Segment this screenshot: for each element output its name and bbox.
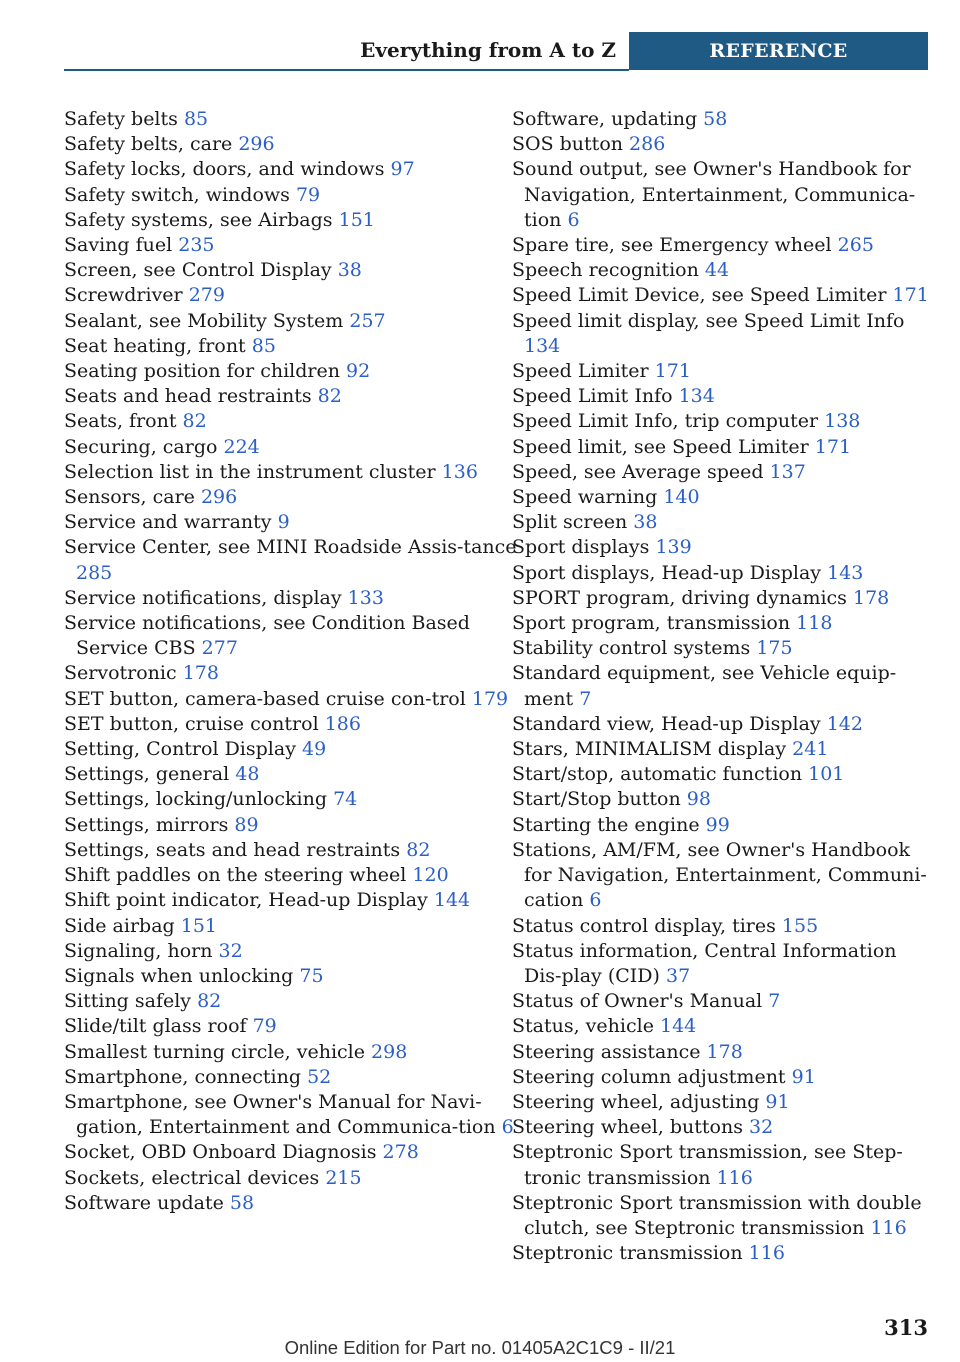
page-reference-link[interactable]: 171 <box>654 360 691 383</box>
index-term: Steering column adjustment <box>512 1065 786 1088</box>
page-reference-link[interactable]: 285 <box>76 561 113 584</box>
index-term: Spare tire, see Emergency wheel <box>512 234 832 257</box>
index-term: Servotronic <box>64 662 177 685</box>
index-entry <box>64 838 534 863</box>
page-reference-link[interactable]: 97 <box>390 158 415 181</box>
page-reference-link[interactable]: 32 <box>218 939 243 962</box>
index-term: Speed Limit Info, trip computer <box>512 410 819 433</box>
index-term: Settings, general <box>64 763 230 786</box>
index-entry <box>64 737 534 762</box>
index-entry <box>512 233 937 258</box>
index-entry <box>512 309 937 359</box>
index-entry <box>64 409 534 434</box>
index-entry <box>512 460 937 485</box>
page-reference-link[interactable]: 155 <box>781 914 819 937</box>
page-reference-link[interactable]: 265 <box>837 234 874 257</box>
index-entry <box>512 838 937 914</box>
index-entry <box>512 535 937 560</box>
index-term: Speed Limiter <box>512 360 649 383</box>
page-reference-link[interactable]: 175 <box>756 637 793 660</box>
index-term: Smartphone, see Owner's Manual for Navi-gation, Entertainment and Communica-tion <box>64 1090 496 1139</box>
index-term: Side airbag <box>64 914 175 937</box>
page-reference-link[interactable]: 144 <box>659 1015 697 1038</box>
index-term: SPORT program, driving dynamics <box>512 586 847 609</box>
index-entry <box>512 989 937 1014</box>
index-entry <box>64 309 534 334</box>
index-entry <box>512 661 937 711</box>
page-reference-link[interactable]: 91 <box>765 1090 790 1113</box>
page-reference-link[interactable]: 6 <box>589 889 602 912</box>
index-term: Shift paddles on the steering wheel <box>64 864 407 887</box>
index-term: Software update <box>64 1191 224 1214</box>
index-entry <box>64 1040 534 1065</box>
index-term: Sound output, see Owner's Handbook for Navigation, Entertainment, Communica-tion <box>512 158 916 231</box>
page-reference-link[interactable]: 6 <box>501 1116 514 1139</box>
page-reference-link[interactable]: 142 <box>826 712 863 735</box>
index-entry <box>512 636 937 661</box>
index-entry <box>512 762 937 787</box>
page-reference-link[interactable]: 44 <box>704 259 730 282</box>
index-entry <box>512 1014 937 1039</box>
index-entry <box>64 1014 534 1039</box>
index-term: Stations, AM/FM, see Owner's Handbook for Navigation, Entertainment, Communi-cation <box>512 838 927 912</box>
page-reference-link[interactable]: 85 <box>183 108 209 130</box>
index-term: Seats and head restraints <box>64 385 312 408</box>
index-term: Safety systems, see Airbags <box>64 208 333 231</box>
page-reference-link[interactable]: 75 <box>299 964 324 987</box>
page-reference-link[interactable]: 171 <box>814 435 852 458</box>
index-term: Standard equipment, see Vehicle equip-ment <box>512 662 897 710</box>
index-term: Stability control systems <box>512 637 751 660</box>
page-reference-link[interactable]: 7 <box>579 687 592 710</box>
page-reference-link[interactable]: 134 <box>524 334 561 357</box>
index-term: Seat heating, front <box>64 334 246 357</box>
index-term: Sensors, care <box>64 486 195 509</box>
index-term: Speed Limit Info <box>512 385 673 408</box>
index-term: Service notifications, display <box>64 586 342 609</box>
index-term: Status control display, tires <box>512 914 776 937</box>
page-reference-link[interactable]: 82 <box>406 838 431 861</box>
index-term: Settings, locking/unlocking <box>64 788 328 811</box>
index-term: Safety belts, care <box>64 133 233 156</box>
page-reference-link[interactable]: 48 <box>235 763 260 786</box>
page-reference-link[interactable]: 137 <box>769 460 806 483</box>
index-term: Slide/tilt glass roof <box>64 1015 247 1038</box>
index-term: Start/stop, automatic function <box>512 763 803 786</box>
index-entry <box>64 208 534 233</box>
index-entry <box>512 914 937 939</box>
page-reference-link[interactable]: 6 <box>567 208 580 231</box>
index-entry <box>512 1140 937 1190</box>
index-term: Settings, seats and head restraints <box>64 838 401 861</box>
index-term: Signals when unlocking <box>64 964 294 987</box>
index-term: SET button, camera-based cruise con-trol <box>64 687 466 710</box>
index-entry <box>512 384 937 409</box>
index-term: Split screen <box>512 511 628 534</box>
page-reference-link[interactable]: 118 <box>796 612 833 635</box>
index-term: Software, updating <box>512 108 698 130</box>
page-reference-link[interactable]: 74 <box>333 788 358 811</box>
page-reference-link[interactable]: 151 <box>180 914 217 937</box>
index-entry <box>512 510 937 535</box>
index-term: SOS button <box>512 133 623 156</box>
page-reference-link[interactable]: 298 <box>371 1040 408 1063</box>
page-reference-link[interactable]: 116 <box>748 1242 785 1265</box>
index-term: Steptronic Sport transmission with double clutch, see Steptronic transmission <box>512 1191 922 1239</box>
index-term: Smartphone, connecting <box>64 1065 302 1088</box>
page-reference-link[interactable]: 277 <box>201 637 238 660</box>
page-reference-link[interactable]: 136 <box>441 460 478 483</box>
page-reference-link[interactable]: 32 <box>749 1116 774 1139</box>
index-entry <box>512 586 937 611</box>
index-entry <box>64 964 534 989</box>
index-term: Sockets, electrical devices <box>64 1166 320 1189</box>
page-reference-link[interactable]: 58 <box>229 1191 255 1214</box>
page-reference-link[interactable]: 116 <box>870 1216 907 1239</box>
page-reference-link[interactable]: 178 <box>182 662 219 685</box>
index-entry <box>64 435 534 460</box>
index-entry <box>64 283 534 308</box>
page-reference-link[interactable]: 7 <box>768 990 781 1013</box>
index-term: Starting the engine <box>512 813 700 836</box>
page-reference-link[interactable]: 235 <box>178 234 215 257</box>
page-reference-link[interactable]: 91 <box>791 1065 816 1088</box>
page-reference-link[interactable]: 79 <box>252 1015 277 1038</box>
page-reference-link[interactable]: 224 <box>223 435 260 458</box>
index-entry <box>64 989 534 1014</box>
index-term: Status, vehicle <box>512 1015 654 1038</box>
index-term: Service Center, see MINI Roadside Assis-tance <box>64 536 517 559</box>
index-term: Speed Limit Device, see Speed Limiter <box>512 284 887 307</box>
index-term: Seats, front <box>64 410 177 433</box>
page-reference-link[interactable]: 79 <box>295 183 321 206</box>
index-entry <box>64 712 534 737</box>
page-reference-link[interactable]: 241 <box>792 738 829 761</box>
index-entry <box>512 1115 937 1140</box>
index-term: Speech recognition <box>512 259 699 282</box>
page-reference-link[interactable]: 171 <box>892 284 929 307</box>
index-term: Speed limit display, see Speed Limit Info <box>512 309 905 332</box>
page-reference-link[interactable]: 38 <box>633 511 658 534</box>
index-term: Sport displays, Head-up Display <box>512 561 822 584</box>
index-entry <box>64 359 534 384</box>
index-term: Sitting safely <box>64 990 192 1013</box>
index-entry <box>64 1191 534 1216</box>
index-entry <box>512 813 937 838</box>
index-term: Speed warning <box>512 486 658 509</box>
index-entry <box>512 1241 937 1266</box>
index-term: Safety belts <box>64 108 178 130</box>
index-term: Start/Stop button <box>512 788 681 811</box>
page-reference-link[interactable]: 138 <box>824 410 861 433</box>
page-reference-link[interactable]: 286 <box>629 133 666 156</box>
page-reference-link[interactable]: 89 <box>234 813 259 836</box>
index-term: Speed, see Average speed <box>512 460 764 483</box>
index-entry <box>64 233 534 258</box>
page-reference-link[interactable]: 99 <box>705 813 730 836</box>
index-term: Status of Owner's Manual <box>512 990 763 1013</box>
page-reference-link[interactable]: 58 <box>703 108 728 130</box>
index-entry <box>64 1140 534 1165</box>
page-reference-link[interactable]: 98 <box>686 788 711 811</box>
page-reference-link[interactable]: 133 <box>347 586 384 609</box>
index-column-right <box>512 107 937 1266</box>
index-term: Service notifications, see Condition Based Service CBS <box>64 612 470 660</box>
index-entry <box>512 435 937 460</box>
index-entry <box>512 712 937 737</box>
index-entry <box>64 258 534 283</box>
page-reference-link[interactable]: 257 <box>349 309 386 332</box>
page-reference-link[interactable]: 9 <box>277 511 290 534</box>
index-term: Stars, MINIMALISM display <box>512 738 787 761</box>
page-reference-link[interactable]: 139 <box>655 536 692 559</box>
index-entry <box>512 1065 937 1090</box>
index-entry <box>512 132 937 157</box>
index-term: Service and warranty <box>64 511 272 534</box>
index-entry <box>64 334 534 359</box>
index-term: Selection list in the instrument cluster <box>64 460 436 483</box>
index-term: Screen, see Control Display <box>64 259 332 282</box>
page-reference-link[interactable]: 134 <box>678 385 715 408</box>
index-term: Steptronic Sport transmission, see Step-tronic transmission <box>512 1141 903 1189</box>
index-term: Steering wheel, buttons <box>512 1116 743 1139</box>
index-term: Steering wheel, adjusting <box>512 1090 760 1113</box>
index-entry <box>64 939 534 964</box>
index-entry <box>512 737 937 762</box>
index-entry <box>64 485 534 510</box>
index-term: Steering assistance <box>512 1040 701 1063</box>
page-reference-link[interactable]: 52 <box>307 1065 332 1088</box>
index-entry <box>512 939 937 989</box>
page-number: 313 <box>884 1315 928 1340</box>
index-term: Securing, cargo <box>64 435 218 458</box>
page-reference-link[interactable]: 143 <box>827 561 864 584</box>
page-reference-link[interactable]: 38 <box>337 259 362 282</box>
index-entry <box>512 1090 937 1115</box>
index-entry <box>512 409 937 434</box>
page-reference-link[interactable]: 178 <box>852 586 890 609</box>
index-entry <box>64 813 534 838</box>
page-reference-link[interactable]: 186 <box>324 712 361 735</box>
index-entry <box>64 914 534 939</box>
page-reference-link[interactable]: 215 <box>325 1166 362 1189</box>
page-reference-link[interactable]: 85 <box>251 334 276 357</box>
index-term: Safety switch, windows <box>64 183 290 206</box>
index-entry <box>64 510 534 535</box>
page-reference-link[interactable]: 37 <box>665 964 691 987</box>
page-reference-link[interactable]: 82 <box>197 990 222 1013</box>
index-term: SET button, cruise control <box>64 712 319 735</box>
page-reference-link[interactable]: 296 <box>238 133 275 156</box>
index-entry <box>64 586 534 611</box>
index-term: Socket, OBD Onboard Diagnosis <box>64 1141 377 1164</box>
index-entry <box>512 561 937 586</box>
index-term: Sealant, see Mobility System <box>64 309 344 332</box>
page-reference-link[interactable]: 144 <box>433 889 471 912</box>
index-entry <box>64 863 534 888</box>
page-reference-link[interactable]: 179 <box>471 687 509 710</box>
page-reference-link[interactable]: 279 <box>188 284 225 307</box>
index-entry <box>512 1191 937 1241</box>
index-entry <box>512 107 937 132</box>
index-entry <box>64 888 534 913</box>
index-entry <box>64 1166 534 1191</box>
index-entry <box>64 183 534 208</box>
header-title: Everything from A to Z <box>360 38 616 62</box>
index-term: Shift point indicator, Head-up Display <box>64 889 428 912</box>
index-entry <box>64 1090 534 1140</box>
index-entry <box>512 787 937 812</box>
index-entry <box>512 283 937 308</box>
index-term: Signaling, horn <box>64 939 213 962</box>
index-entry <box>512 157 937 233</box>
page-reference-link[interactable]: 120 <box>412 864 449 887</box>
index-entry <box>64 535 534 585</box>
index-term: Smallest turning circle, vehicle <box>64 1040 365 1063</box>
page-reference-link[interactable]: 140 <box>663 486 700 509</box>
index-entry <box>512 485 937 510</box>
index-entry <box>64 687 534 712</box>
index-term: Sport program, transmission <box>512 612 791 635</box>
index-entry <box>64 661 534 686</box>
page-reference-link[interactable]: 82 <box>317 385 342 408</box>
page-reference-link[interactable]: 296 <box>200 486 238 509</box>
page-reference-link[interactable]: 49 <box>301 738 327 761</box>
index-entry <box>64 157 534 182</box>
index-entry <box>64 107 534 132</box>
page-reference-link[interactable]: 116 <box>716 1166 753 1189</box>
index-term: Seating position for children <box>64 360 340 383</box>
index-entry <box>64 460 534 485</box>
index-term: Settings, mirrors <box>64 813 229 836</box>
index-term: Safety locks, doors, and windows <box>64 158 385 181</box>
index-term: Steptronic transmission <box>512 1242 743 1265</box>
index-term: Standard view, Head-up Display <box>512 712 821 735</box>
index-entry <box>64 384 534 409</box>
index-term: Screwdriver <box>64 284 183 307</box>
index-entry <box>512 611 937 636</box>
index-entry <box>64 1065 534 1090</box>
index-entry <box>64 787 534 812</box>
page-reference-link[interactable]: 82 <box>182 410 207 433</box>
page-reference-link[interactable]: 92 <box>346 360 371 383</box>
index-entry <box>64 132 534 157</box>
page-reference-link[interactable]: 101 <box>808 763 845 786</box>
index-entry <box>64 611 534 661</box>
index-term: Sport displays <box>512 536 650 559</box>
page-reference-link[interactable]: 178 <box>706 1040 743 1063</box>
section-tab[interactable]: REFERENCE <box>629 32 928 70</box>
index-entry <box>512 1040 937 1065</box>
index-term: Saving fuel <box>64 234 173 257</box>
index-term: Status information, Central Information Dis-play (CID) <box>512 939 897 987</box>
index-column-left <box>64 107 534 1216</box>
index-entry <box>64 762 534 787</box>
page-reference-link[interactable]: 151 <box>338 208 375 231</box>
index-entry <box>512 258 937 283</box>
footer-edition: Online Edition for Part no. 01405A2C1C9 - II/21 <box>284 1337 676 1358</box>
header-divider <box>64 69 629 71</box>
index-term: Setting, Control Display <box>64 738 296 761</box>
index-term: Speed limit, see Speed Limiter <box>512 435 809 458</box>
page-reference-link[interactable]: 278 <box>382 1141 419 1164</box>
index-entry <box>512 359 937 384</box>
